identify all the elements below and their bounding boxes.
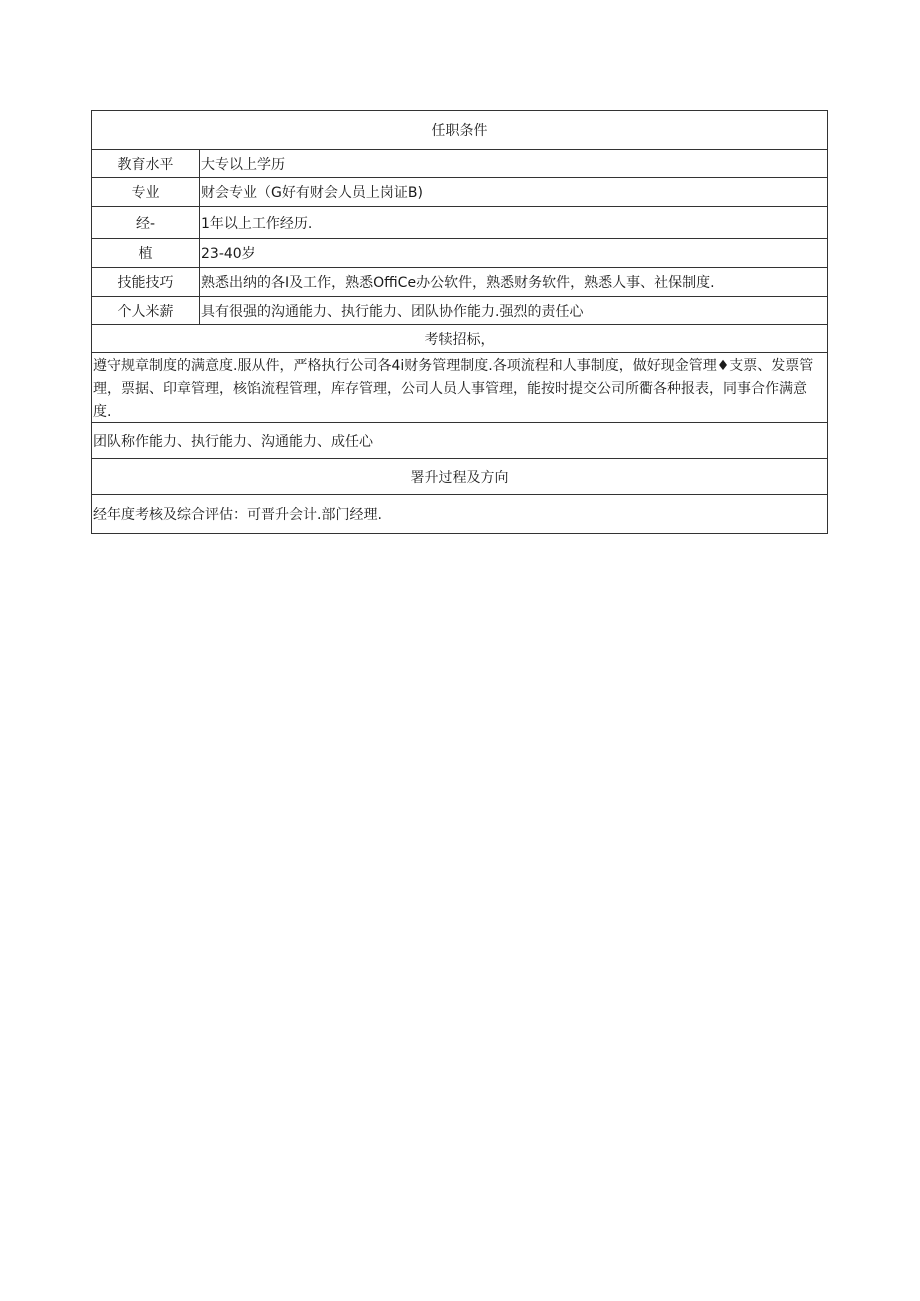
assessment-paragraph-row [92, 353, 827, 423]
requirements-title-row [92, 111, 827, 150]
requirement-row-experience [92, 207, 827, 239]
requirement-value: 具有很强的沟通能力、执行能力、团队协作能力.强烈的责任心 [201, 303, 584, 320]
requirement-label: 教育水平 [92, 150, 200, 177]
promotion-title: 署升过程及方向 [410, 469, 509, 486]
requirement-label: 专业 [92, 178, 200, 206]
assessment-title-row [92, 325, 827, 353]
requirement-label: 个人米薪 [92, 297, 200, 324]
requirement-value: 熟悉出纳的各I及工作，熟悉OffiCe办公软件，熟悉财务软件，熟悉人事、社保制度. [201, 275, 715, 291]
promotion-text-row [92, 495, 827, 533]
requirement-value: 23-40岁 [201, 246, 256, 262]
assessment-ability: 团队称作能力、执行能力、沟通能力、成任心 [93, 433, 373, 450]
requirement-value: 财会专业（G好有财会人员上岗证B) [201, 185, 423, 201]
requirement-label: 植 [92, 239, 200, 267]
requirement-value: 1年以上工作经历. [201, 215, 313, 232]
promotion-title-row [92, 459, 827, 495]
requirement-label: 经- [92, 207, 200, 238]
requirement-row-major [92, 178, 827, 207]
requirement-row-personal [92, 297, 827, 325]
assessment-title: 考犊招标， [424, 331, 495, 348]
assessment-paragraph: 遵守规章制度的满意度.服从件，严格执行公司各4i财务管理制度.各项流程和人事制度，做好现金管理♦支票、发票管理，票据、印章管理，核馅流程管理，库存管理，公司人员人事管理，能按时提交公司所衢各种报表，同事合作满意度. [93, 358, 814, 420]
requirement-row-skills [92, 268, 827, 297]
promotion-text: 经年度考核及综合评估：可晋升会计.部门经理. [93, 507, 382, 523]
job-requirements-table [91, 110, 828, 534]
requirement-label: 技能技巧 [92, 268, 200, 296]
requirement-row-age [92, 239, 827, 268]
requirement-row-education [92, 150, 827, 178]
assessment-ability-row [92, 423, 827, 459]
requirement-value: 大专以上学历 [201, 156, 285, 173]
requirements-title: 任职条件 [431, 123, 488, 139]
